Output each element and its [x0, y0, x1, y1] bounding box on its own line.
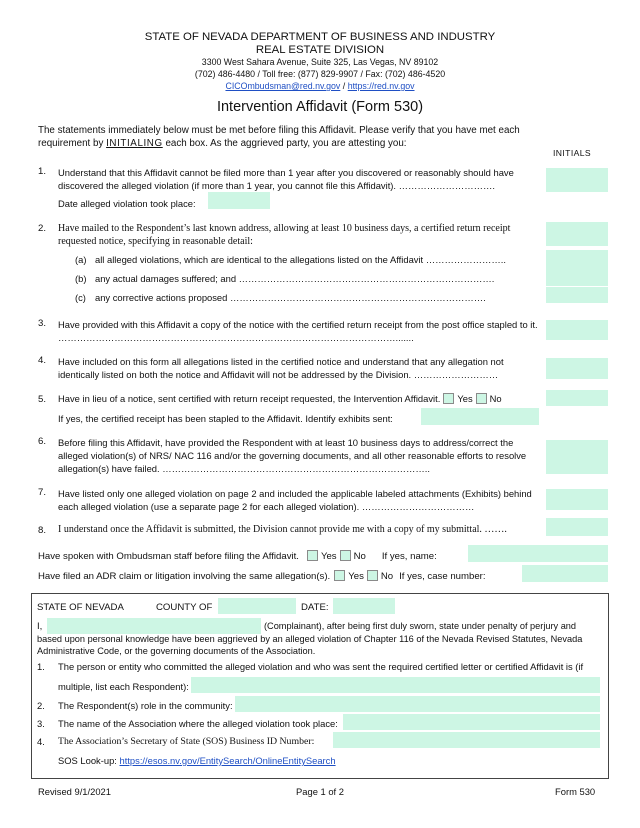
item-2-initials-field[interactable]	[546, 222, 608, 246]
item-7-initials-field[interactable]	[546, 489, 608, 510]
item-3-initials-field[interactable]	[546, 320, 608, 340]
item-5-initials-field[interactable]	[546, 390, 608, 406]
item-8-initials-field[interactable]	[546, 518, 608, 536]
item-1-initials-field[interactable]	[546, 168, 608, 192]
item-4-initials-field[interactable]	[546, 358, 608, 379]
item-5-text: Have in lieu of a notice, sent certified with return receipt requested, the Intervention Affidavit.	[58, 393, 441, 404]
item-2b-initials-field[interactable]	[546, 270, 608, 286]
item-7-text: Have listed only one alleged violation on page 2 and included the applicable labeled attachments (Exhibits) behind each alleged violation (use a separate page 2 for each alleged violation). ………………………………	[58, 488, 532, 512]
item-5-no-checkbox[interactable]	[476, 393, 487, 404]
item-5-number: 5.	[38, 394, 47, 405]
date-label: DATE:	[301, 602, 329, 613]
violation-date-field[interactable]	[208, 192, 270, 209]
item-4-number: 4.	[38, 355, 47, 366]
item-8-text: I understand once the Affidavit is submitted, the Division cannot provide me with a copy of my submittal. …….	[58, 524, 507, 535]
form-title: Intervention Affidavit (Form 530)	[216, 99, 424, 115]
adr-followup: If yes, case number:	[399, 571, 486, 582]
intro-paragraph	[38, 124, 548, 150]
q4-number: 4.	[37, 736, 45, 747]
ombudsman-yes-label: Yes	[320, 551, 337, 562]
item-2-number: 2.	[38, 223, 47, 234]
item-1-date-label: Date alleged violation took place:	[58, 198, 196, 209]
ombudsman-no-checkbox[interactable]	[340, 550, 351, 561]
item-2a-text: all alleged violations, which are identical to the allegations listed on the Affidavit ……………………..	[95, 254, 506, 265]
sos-lookup-label: SOS Look-up:	[58, 755, 120, 766]
item-5-yes-checkbox[interactable]	[443, 393, 454, 404]
q1-line1: The person or entity who committed the alleged violation and who was sent the required certified letter or certified Affidavit is (if	[58, 661, 584, 672]
item-6-text: Before filing this Affidavit, have provided the Respondent with at least 10 business days to address/correct the alleged violation(s) of NRS/ NAC 116 and/or the governing documents, and all other reasonable efforts to resolve allegation(s) have failed. …………………………………………………………………………..	[58, 437, 527, 474]
sos-lookup-link[interactable]: https://esos.nv.gov/EntitySearch/OnlineEntitySearch	[119, 755, 336, 766]
item-6-number: 6.	[38, 436, 47, 447]
adr-yes-checkbox[interactable]	[334, 570, 345, 581]
item-4-text: Have included on this form all allegations listed in the certified notice and understand that any allegation not identically listed on both the notice and Affidavit will not be addressed by the Division. ………………………	[58, 356, 504, 380]
item-2c-initials-field[interactable]	[546, 287, 608, 303]
agency-name: STATE OF NEVADA DEPARTMENT OF BUSINESS AND INDUSTRY	[144, 31, 496, 43]
sos-business-id-field[interactable]	[333, 732, 600, 748]
sworn-statement-rest: based upon personal knowledge have been aggrieved by an alleged violation of Chapter 116 of the Nevada Revised Statutes, Nevada Administrative Code, or the governing documents of the Association.	[37, 634, 583, 656]
website-link[interactable]: https://red.nv.gov	[347, 81, 415, 91]
adr-text: Have filed an ADR claim or litigation involving the same allegation(s).	[38, 571, 331, 582]
respondent-field[interactable]	[191, 677, 600, 693]
q4-text: The Association’s Secretary of State (SOS) Business ID Number:	[58, 736, 315, 747]
q1-line2: multiple, list each Respondent):	[58, 681, 189, 692]
item-6-initials-field[interactable]	[546, 440, 608, 474]
intro-emphasis: INITIALING	[106, 138, 163, 149]
item-2a-label: (a)	[75, 254, 87, 265]
intro-part1: The statements immediately below must be met before filing this Affidavit. Please verify that you have met each requirement by	[38, 125, 520, 149]
item-2c-label: (c)	[75, 292, 86, 303]
sworn-statement-line1: (Complainant), after being first duly sworn, state under penalty of perjury and	[264, 621, 577, 631]
ombudsman-name-field[interactable]	[468, 545, 608, 562]
item-5-yes-label: Yes	[457, 393, 473, 404]
footer-revised: Revised 9/1/2021	[38, 786, 111, 797]
agency-address: 3300 West Sahara Avenue, Suite 325, Las Vegas, NV 89102	[201, 57, 439, 67]
item-5-line	[58, 393, 502, 404]
item-5-no-label: No	[489, 393, 502, 404]
q2-text: The Respondent(s) role in the community:	[58, 700, 233, 711]
footer-page: Page 1 of 2	[296, 786, 344, 797]
initials-column-label: INITIALS	[553, 148, 592, 158]
county-field[interactable]	[218, 598, 296, 614]
item-3-text: Have provided with this Affidavit a copy of the notice with the certified return receipt from the post office stapled to it. ……………………………………………………………………………………………….......	[58, 319, 538, 343]
exhibits-sent-field[interactable]	[421, 408, 539, 425]
respondent-role-field[interactable]	[235, 696, 600, 712]
date-field[interactable]	[333, 598, 395, 614]
county-label: COUNTY OF	[156, 602, 213, 613]
item-1-number: 1.	[38, 166, 47, 177]
agency-phones: (702) 486-4480 / Toll free: (877) 829-9907 / Fax: (702) 486-4520	[194, 69, 446, 79]
ombudsman-text: Have spoken with Ombudsman staff before filing the Affidavit.	[38, 551, 299, 562]
ombudsman-yes-checkbox[interactable]	[307, 550, 318, 561]
q1-number: 1.	[37, 661, 45, 672]
q2-number: 2.	[37, 700, 45, 711]
ombudsman-row	[38, 550, 437, 562]
i-label: I,	[37, 621, 43, 632]
ombudsman-no-label: No	[353, 551, 366, 562]
item-7-number: 7.	[38, 487, 47, 498]
adr-no-checkbox[interactable]	[367, 570, 378, 581]
item-2-text: Have mailed to the Respondent’s last known address, allowing at least 10 business days, a certified return receipt requested notice, specifying in reasonable detail:	[58, 223, 511, 247]
email-link[interactable]: CICOmbudsman@red.nv.gov	[225, 81, 341, 91]
case-number-field[interactable]	[522, 565, 608, 582]
adr-row	[38, 570, 486, 582]
item-2c-text: any corrective actions proposed ……………………………………………………………………….	[95, 292, 486, 303]
item-2b-label: (b)	[75, 273, 87, 284]
item-3-number: 3.	[38, 318, 47, 329]
q3-number: 3.	[37, 718, 45, 729]
item-2b-text: any actual damages suffered; and ……………………………………………………………………….	[95, 273, 495, 284]
intro-part2: each box. As the aggrieved party, you are attesting you:	[162, 138, 407, 149]
sos-lookup-row	[58, 755, 336, 766]
contact-links	[0, 81, 640, 91]
q3-text: The name of the Association where the alleged violation took place:	[58, 718, 338, 729]
item-1-text: Understand that this Affidavit cannot be filed more than 1 year after you discovered or reasonably should have discovered the alleged violation (if more than 1 year, you cannot file this Affidavit). ………………………….	[58, 167, 514, 191]
item-5-exhibits-text: If yes, the certified receipt has been stapled to the Affidavit. Identify exhibits sent:	[58, 413, 393, 424]
adr-yes-label: Yes	[348, 571, 364, 582]
association-name-field[interactable]	[343, 714, 600, 730]
link-separator: /	[340, 81, 348, 91]
ombudsman-followup: If yes, name:	[381, 551, 437, 562]
complainant-name-field[interactable]	[47, 618, 261, 634]
state-label: STATE OF NEVADA	[37, 602, 124, 613]
item-2a-initials-field[interactable]	[546, 250, 608, 270]
footer-form: Form 530	[555, 786, 596, 797]
item-8-number: 8.	[38, 525, 47, 536]
adr-no-label: No	[380, 571, 394, 582]
division-name: REAL ESTATE DIVISION	[255, 44, 385, 56]
